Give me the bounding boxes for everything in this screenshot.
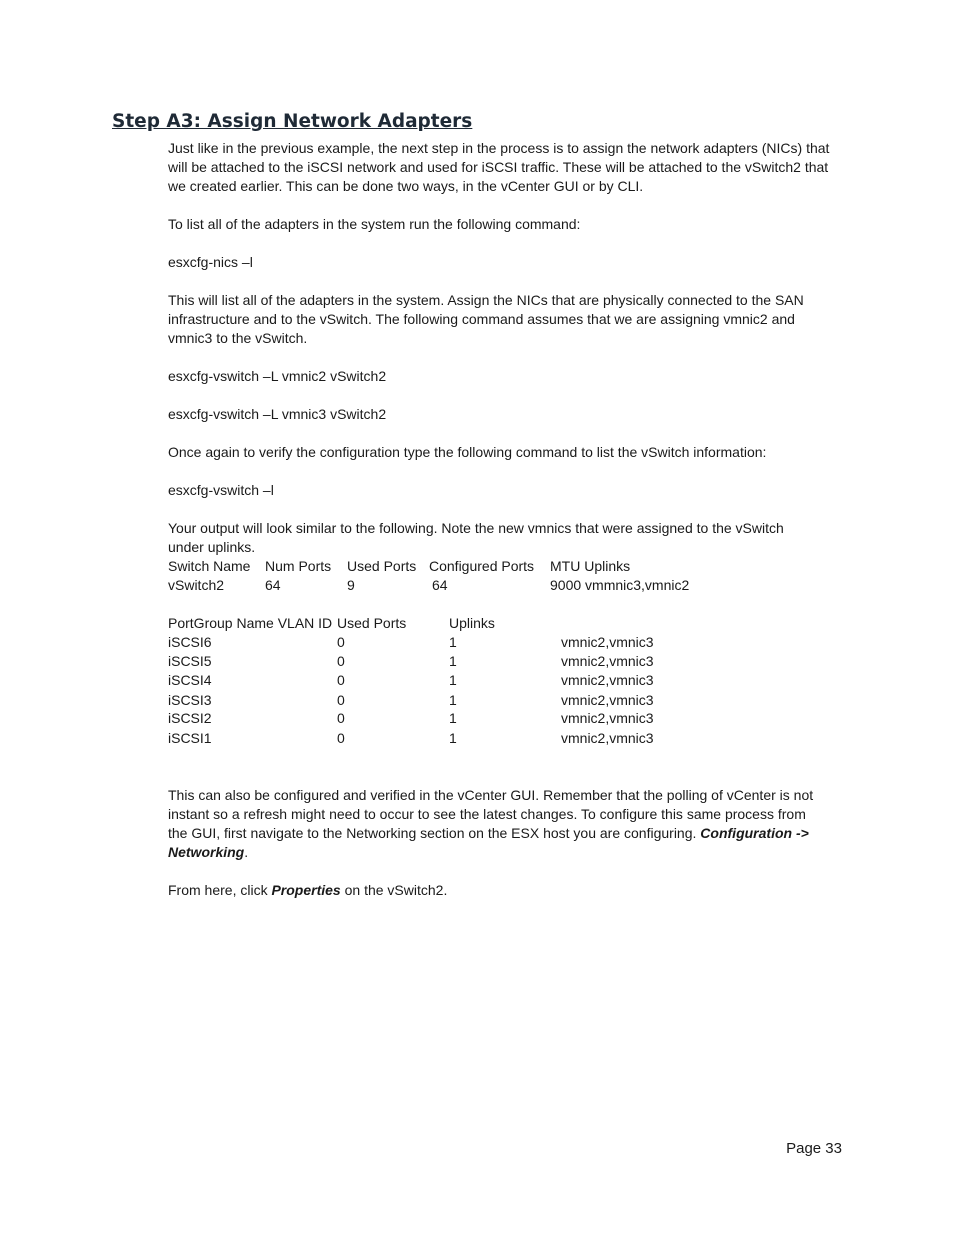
portgroup-cell: vmnic2,vmnic3 — [561, 692, 654, 708]
section-heading: Step A3: Assign Network Adapters — [112, 111, 473, 132]
portgroup-cell: 1 — [449, 672, 457, 688]
paragraph-text: . — [244, 844, 249, 860]
portgroup-cell: 1 — [449, 634, 457, 650]
switch-header-used-ports: Used Ports — [347, 558, 417, 574]
portgroup-cell: 1 — [449, 730, 457, 746]
command-line: esxcfg-vswitch –L vmnic3 vSwitch2 — [168, 406, 387, 422]
portgroup-cell: vmnic2,vmnic3 — [561, 672, 654, 688]
portgroup-cell: iSCSI4 — [168, 672, 212, 688]
portgroup-cell: 1 — [449, 692, 457, 708]
paragraph-line — [168, 843, 248, 862]
switch-cell: 64 — [265, 577, 281, 593]
switch-header-mtu-uplinks: MTU Uplinks — [550, 558, 631, 574]
paragraph-line: vmnic3 to the vSwitch. — [168, 330, 308, 346]
portgroup-cell: vmnic2,vmnic3 — [561, 730, 654, 746]
paragraph-line: Once again to verify the configuration type the following command to list the vSwitch information: — [168, 444, 767, 460]
switch-cell: vSwitch2 — [168, 577, 225, 593]
emphasis-networking: Networking — [168, 844, 245, 860]
portgroup-cell: 0 — [337, 672, 345, 688]
switch-cell: 9000 vmmnic3,vmnic2 — [550, 577, 690, 593]
paragraph-line: Your output will look similar to the following. Note the new vmnics that were assigned to the vSwitch — [168, 520, 784, 536]
paragraph-line — [168, 881, 447, 900]
paragraph-line: instant so a refresh might need to occur to see the latest changes. To configure this same process from — [168, 806, 806, 822]
paragraph-text: on the vSwitch2. — [340, 882, 448, 898]
switch-cell: 64 — [432, 577, 448, 593]
portgroup-cell: 0 — [337, 710, 345, 726]
paragraph-text: From here, click — [168, 882, 272, 898]
switch-header-configured-ports: Configured Ports — [429, 558, 535, 574]
command-line: esxcfg-nics –l — [168, 254, 253, 270]
portgroup-cell: 0 — [337, 730, 345, 746]
paragraph-line — [168, 824, 809, 843]
portgroup-cell: 0 — [337, 634, 345, 650]
switch-header-name: Switch Name — [168, 558, 251, 574]
portgroup-cell: iSCSI5 — [168, 653, 212, 669]
portgroup-cell: vmnic2,vmnic3 — [561, 653, 654, 669]
paragraph-line: we created earlier. This can be done two ways, in the vCenter GUI or by CLI. — [168, 178, 644, 194]
portgroup-cell: iSCSI6 — [168, 634, 212, 650]
portgroup-header-name-vlan: PortGroup Name VLAN ID — [168, 615, 333, 631]
portgroup-header-uplinks: Uplinks — [449, 615, 495, 631]
paragraph-line: To list all of the adapters in the system run the following command: — [168, 216, 581, 232]
paragraph-line: will be attached to the iSCSI network and used for iSCSI traffic. These will be attached to the vSwitch2 that — [168, 159, 829, 175]
portgroup-cell: 0 — [337, 653, 345, 669]
paragraph-line: This will list all of the adapters in the system. Assign the NICs that are physically connected to the SAN — [168, 292, 804, 308]
portgroup-cell: iSCSI2 — [168, 710, 212, 726]
portgroup-cell: iSCSI1 — [168, 730, 212, 746]
portgroup-cell: 1 — [449, 710, 457, 726]
switch-cell: 9 — [347, 577, 355, 593]
command-line: esxcfg-vswitch –l — [168, 482, 274, 498]
portgroup-header-used-ports: Used Ports — [337, 615, 407, 631]
portgroup-cell: 0 — [337, 692, 345, 708]
command-line: esxcfg-vswitch –L vmnic2 vSwitch2 — [168, 368, 387, 384]
portgroup-cell: 1 — [449, 653, 457, 669]
portgroup-cell: vmnic2,vmnic3 — [561, 634, 654, 650]
paragraph-line: Just like in the previous example, the next step in the process is to assign the network adapters (NICs) that — [168, 140, 830, 156]
emphasis-properties: Properties — [271, 882, 341, 898]
emphasis-configuration: Configuration -> — [700, 825, 809, 841]
paragraph-line: infrastructure and to the vSwitch. The following command assumes that we are assigning vmnic2 and — [168, 311, 795, 327]
paragraph-line: This can also be configured and verified in the vCenter GUI. Remember that the polling of vCenter is not — [168, 787, 814, 803]
portgroup-cell: iSCSI3 — [168, 692, 212, 708]
paragraph-line: under uplinks. — [168, 539, 256, 555]
paragraph-text: the GUI, first navigate to the Networking section on the ESX host you are configuring. — [168, 825, 701, 841]
page-number: Page 33 — [786, 1140, 842, 1157]
switch-header-num-ports: Num Ports — [265, 558, 332, 574]
portgroup-cell: vmnic2,vmnic3 — [561, 710, 654, 726]
